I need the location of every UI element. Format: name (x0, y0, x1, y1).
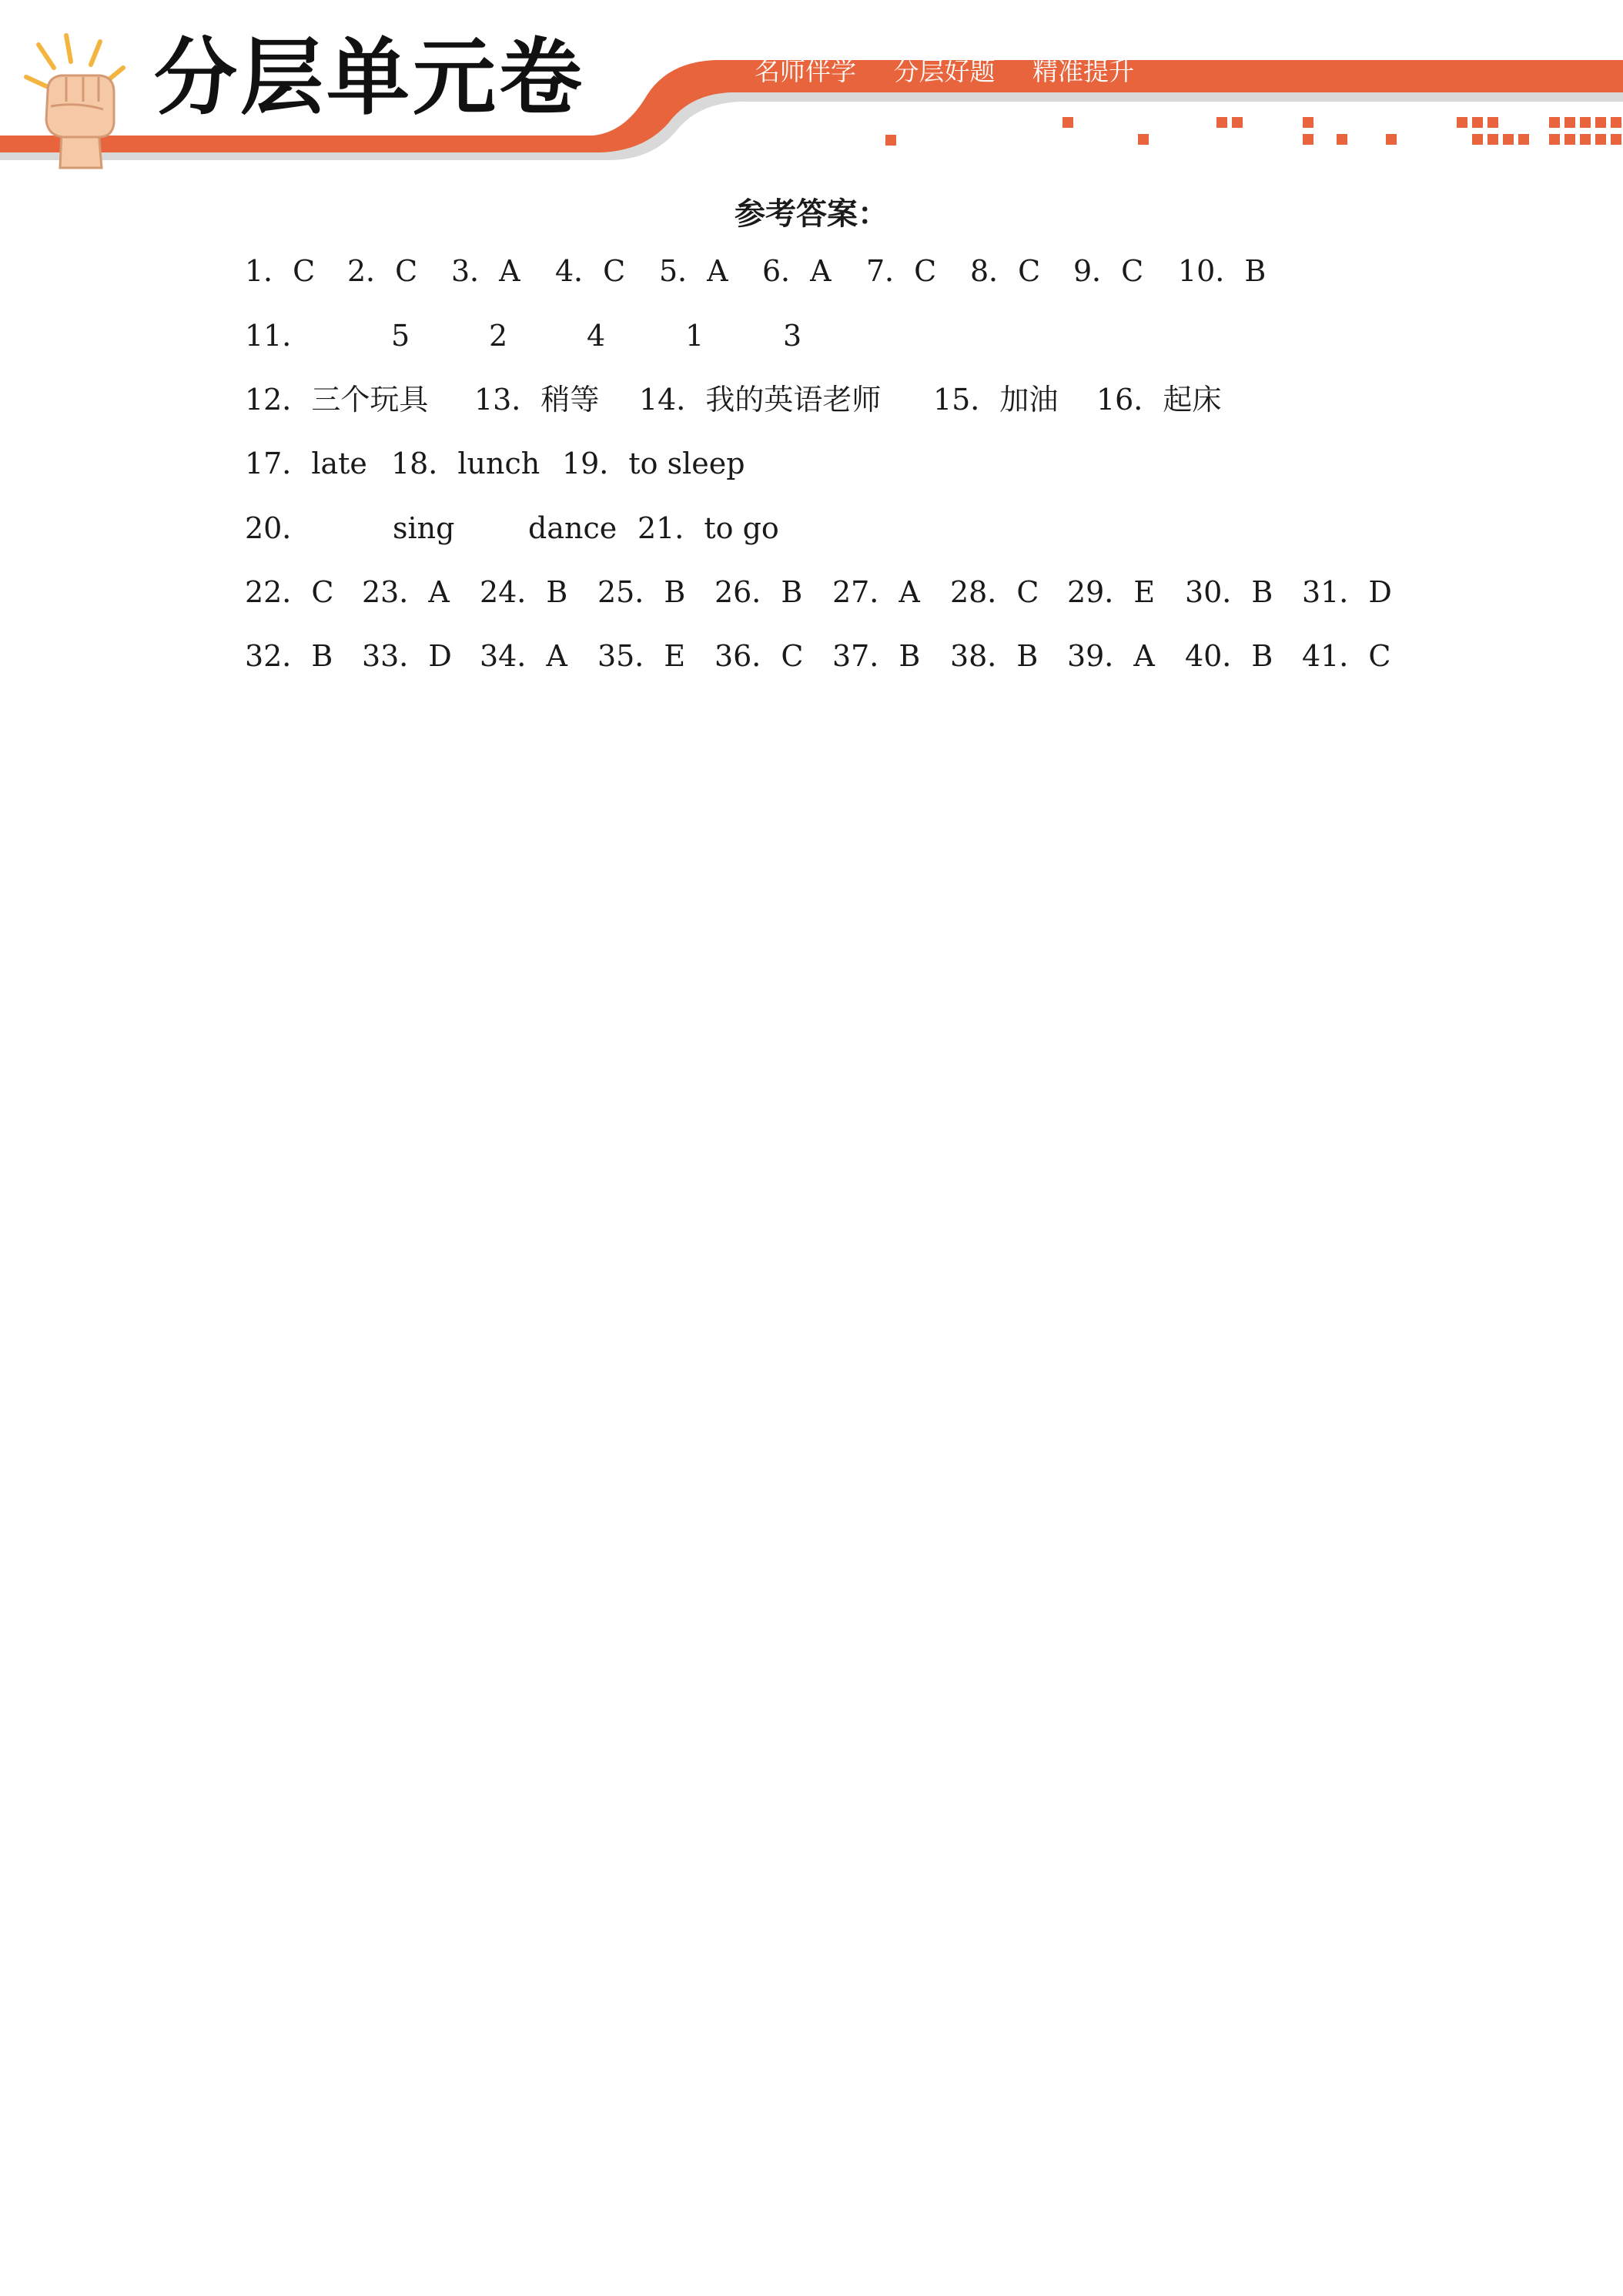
answer-item: 26．B (714, 575, 803, 609)
answer-item: 5 (391, 319, 410, 353)
answer-item: 27．A (832, 575, 920, 609)
answer-item: 10．B (1178, 254, 1267, 288)
answer-row (245, 572, 1477, 612)
answer-item: 4 (587, 319, 606, 353)
answer-item: dance (528, 511, 617, 545)
answer-row (245, 443, 1477, 484)
answer-item: 13．稍等 (474, 383, 600, 417)
answer-item: 23．A (362, 575, 450, 609)
answer-item: 17．late (245, 447, 367, 480)
answer-row (245, 508, 1477, 548)
answer-item: 12．三个玩具 (245, 383, 429, 417)
answer-item: 2．C (347, 254, 418, 288)
answer-item: 1 (685, 319, 704, 353)
slogan-item: 名师伴学 (755, 56, 856, 86)
brand-title: 分层单元卷 (154, 30, 586, 126)
answer-item: 37．B (832, 639, 921, 673)
slogan-item: 分层好题 (893, 56, 996, 86)
answer-row (245, 380, 1477, 420)
answer-key-title: 参考答案： (735, 196, 888, 232)
answer-item: 25．B (597, 575, 686, 609)
answer-item: 8．C (970, 254, 1041, 288)
answer-item: 5．A (659, 254, 728, 288)
slogan-item: 精准提升 (1032, 56, 1134, 86)
header-slogan (755, 56, 1163, 86)
answer-item: 34．A (480, 639, 567, 673)
answer-item: 29．E (1067, 575, 1156, 609)
answer-item: 21．to go (637, 511, 779, 545)
answer-item: 14．我的英语老师 (639, 383, 882, 417)
answer-item: 2 (489, 319, 508, 353)
answer-item: 3 (783, 319, 802, 353)
answer-item: 1．C (245, 254, 316, 288)
answer-row (245, 251, 1477, 291)
answer-item: 9．C (1073, 254, 1144, 288)
answer-item: 7．C (866, 254, 937, 288)
answer-item: 28．C (950, 575, 1039, 609)
answer-item: 22．C (245, 575, 334, 609)
answer-item: 11． (245, 319, 312, 353)
answer-item: 32．B (245, 639, 333, 673)
answer-item: 20． (245, 511, 312, 545)
answer-item: 19．to sleep (562, 447, 745, 480)
answer-row (245, 636, 1477, 676)
answer-row (245, 316, 1477, 356)
answer-item: 38．B (950, 639, 1039, 673)
answer-item: 39．A (1067, 639, 1155, 673)
answer-item: 30．B (1185, 575, 1273, 609)
answer-item: 15．加油 (933, 383, 1059, 417)
answer-item: sing (393, 511, 455, 545)
answer-item: 3．A (451, 254, 520, 288)
answer-item: 35．E (597, 639, 686, 673)
answer-item: 40．B (1185, 639, 1273, 673)
answer-item: 36．C (714, 639, 804, 673)
answer-item: 18．lunch (391, 447, 540, 480)
answer-item: 4．C (555, 254, 626, 288)
answer-item: 24．B (480, 575, 568, 609)
answer-item: 41．C (1302, 639, 1391, 673)
answer-item: 6．A (762, 254, 832, 288)
answer-item: 33．D (362, 639, 452, 673)
answer-item: 16．起床 (1096, 383, 1222, 417)
page-header (0, 0, 1623, 185)
answer-item: 31．D (1302, 575, 1392, 609)
fist-icon (8, 31, 146, 169)
